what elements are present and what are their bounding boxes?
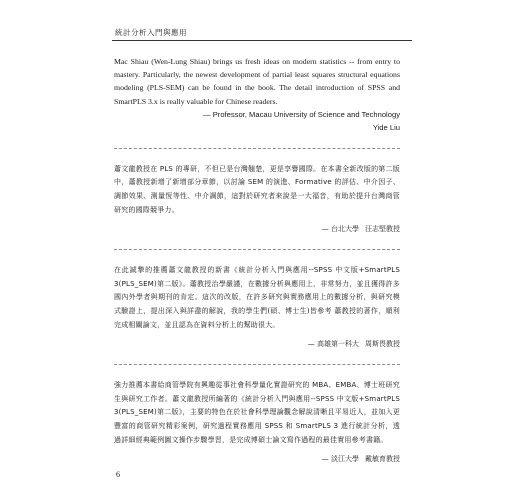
endorsement-zhou <box>114 264 400 350</box>
endorsement-affiliation: — 台北大學 <box>321 225 359 234</box>
header-rule <box>112 40 412 41</box>
endorsement-signature <box>114 338 400 350</box>
endorsement-text: 在此誠摯的推薦蕭文龍教授的新書《統計分析入門與應用--SPSS 中文版+SmartPLS 3(PLS_SEM)第二版》。蕭教授治學嚴謹，在數據分析與應用上，非常努力，並且獲得許多國內外學者與期刊的肯定。這次的改版，在許多研究與實務應用上的數據分析，與研究模式驗證上，提出深入與詳盡的解說，我的學生們(碩、博士生)皆參考 蕭教授的著作，順利完成相關論文，並且認為在資料分析上的幫助很大。 <box>114 266 400 329</box>
endorsement-signatory: 汪志堅教授 <box>365 225 400 234</box>
section-divider <box>114 148 400 149</box>
endorsement-signatory: Yide Liu <box>372 122 400 132</box>
page-body <box>114 55 400 465</box>
endorsement-affiliation: — 高雄第一科大 <box>307 340 359 349</box>
endorsement-wang <box>114 163 400 235</box>
endorsement-signature <box>114 223 400 235</box>
endorsement-text: Mac Shiau (Wen-Lung Shiau) brings us fresh ideas on modern statistics -- from entry to mastery. Particularly, the newest development of partial least squares structural equations modeling (PLS-SEM) can be found in the book. The detail introduction of SPSS and SmartPLS 3.x is really valuable for Chinese readers. <box>114 57 400 106</box>
running-head-title: 統計分析入門與應用 <box>115 28 187 37</box>
endorsement-text: 蕭文龍教授在 PLS 的專研，不但已是台灣翹楚，更是享譽國際。在本書全新改版的第二版中，蕭教授新增了新增部分章節，以討論 SEM 的演進、Formative 的評估、中介因子、調節效果、測量恆等性、中介調節，這對於研究者來說是一大福音，有助於提升台灣商管研究的國際競爭力。 <box>114 164 400 214</box>
endorsement-english <box>114 55 400 134</box>
endorsement-text: 強力推薦本書給商管學院有興趣從事社會科學量化實證研究的 MBA、EMBA、博士班研究生與研究工作者。蕭文龍教授所編著的《統計分析入門與應用--SPSS 中文版+SmartPLS 3(PLS_SEM)第二版》，主要的特色在於社會科學理論觀念解說清晰且平易近人，並加入更豐富的商管研究精彩案例，研究過程實務應用 SPSS 和 SmartPLS 3 進行統計分析，透過詳細經典範例圖文操作步驟學習，是完成博碩士論文寫作過程的最佳實用參考書籍。 <box>114 381 400 444</box>
page-number: 6 <box>116 470 120 479</box>
endorsement-signature <box>114 453 400 465</box>
endorsement-affiliation: — 淡江大學 <box>321 455 359 464</box>
endorsement-signatory: 戴敏育教授 <box>365 455 400 464</box>
section-divider <box>114 249 400 250</box>
endorsement-dai <box>114 379 400 465</box>
endorsement-affiliation: — Professor, Macau University of Science and Technology <box>203 109 400 119</box>
section-divider <box>114 364 400 365</box>
endorsement-signatory: 周斯畏教授 <box>365 340 400 349</box>
